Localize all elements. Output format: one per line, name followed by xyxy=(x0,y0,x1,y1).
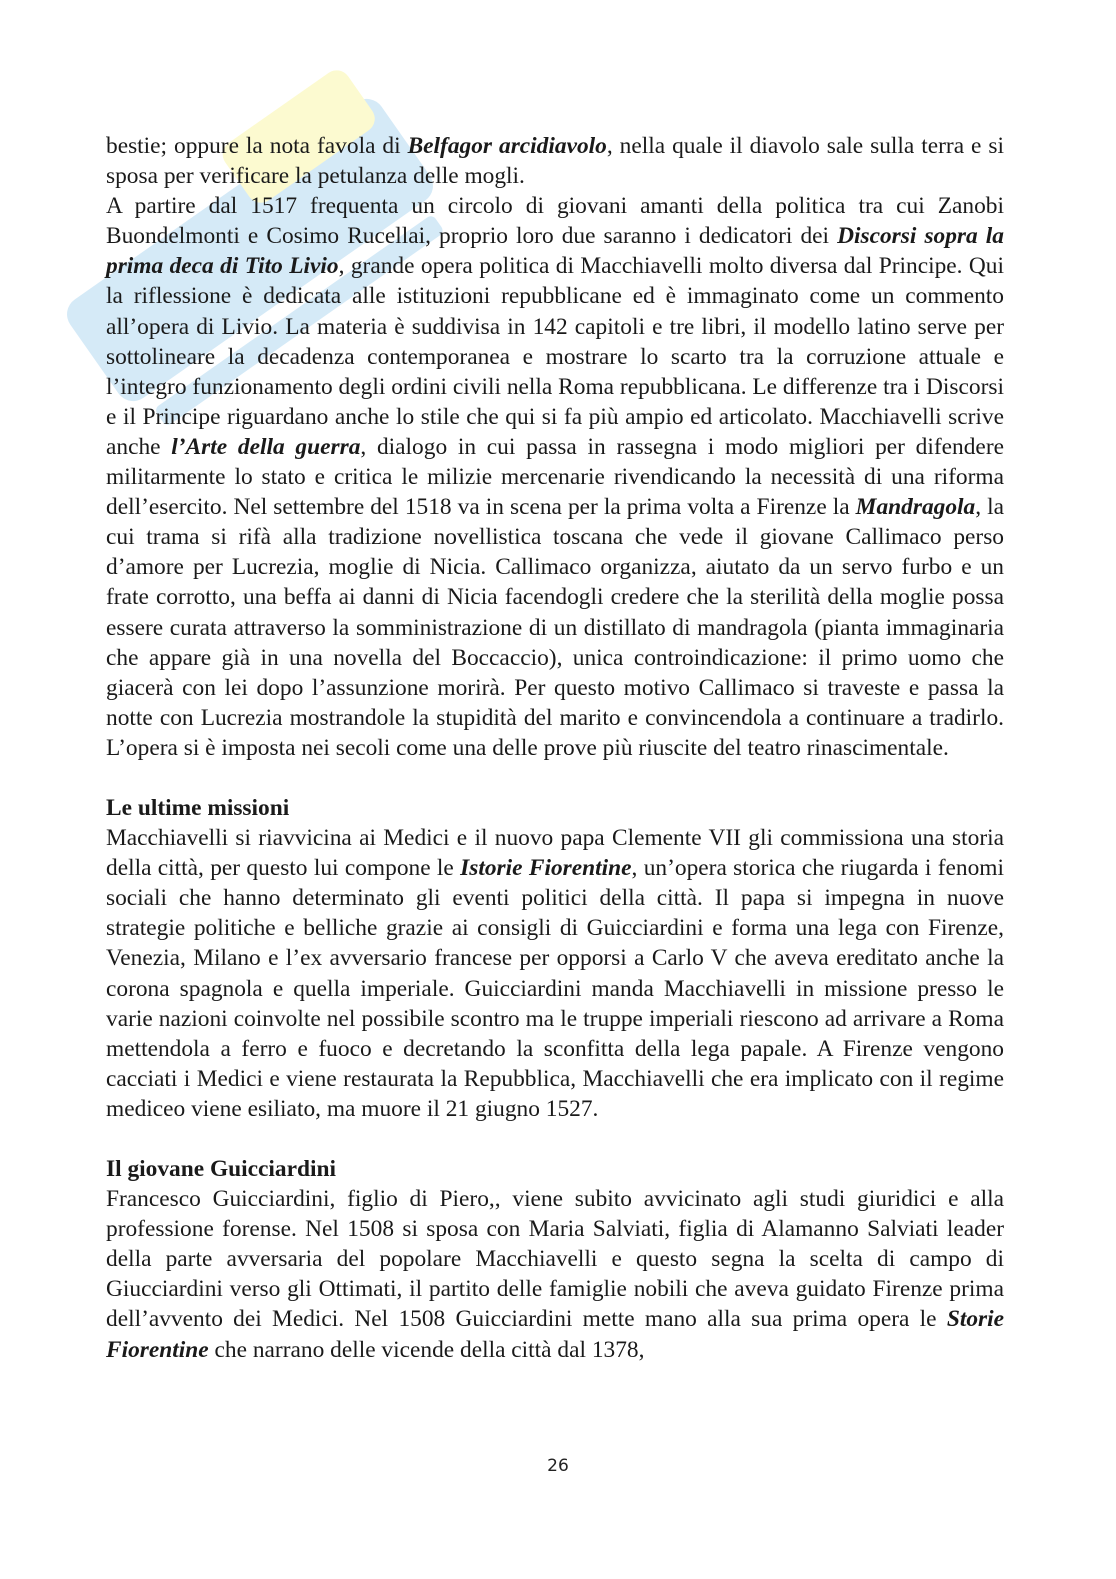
work-title: Storie Fiorentine xyxy=(106,1306,1004,1363)
paragraph-guicciardini: Francesco Guicciardini, figlio di Piero,, viene subito avvicinato agli studi giuridici e alla professione forense. Nel 1508 si sposa con Maria Salviati, figlia di Alamanno Salviati leader della parte avversaria del popolare Macchiavelli e questo segna la scelta di campo di Giucciardini verso gli Ottimati, il partito delle famiglie nobili che aveva guidato Firenze prima dell’avvento dei Medici. Nel 1508 Guicciardini mette mano alla sua prima opera le Storie Fiorentine che narrano delle vicende della città dal 1378, xyxy=(106,1186,1004,1363)
work-title: Istorie Fiorentine xyxy=(460,855,632,882)
document-page xyxy=(106,131,1004,1365)
work-title: l’Arte della guerra xyxy=(171,433,361,460)
paragraph-discorsi: A partire dal 1517 frequenta un circolo di giovani amanti della politica tra cui Zanobi Buondelmonti e Cosimo Rucellai, proprio loro due saranno i dedicatori dei Discorsi sopra la prima deca di Tito Livio, grande opera politica di Macchiavelli molto diversa dal Principe. Qui la riflessione è dedicata alle istituzioni repubblicane ed è immaginato come un commento all’opera di Livio. La materia è suddivisa in 142 capitoli e tre libri, il modello latino serve per sottolineare la decadenza contemporanea e mostrare lo scarto tra la corruzione attuale e l’integro funzionamento degli ordini civili nella Roma repubblicana. Le differenze tra i Discorsi e il Principe riguardano anche lo stile che qui si fa più ampio ed articolato. Macchiavelli scrive anche l’Arte della guerra, dialogo in cui passa in rassegna i modo migliori per difendere militarmente lo stato e critica le milizie mercenarie rivendicando la necessità di una riforma dell’esercito. Nel settembre del 1518 va in scena per la prima volta a Firenze la Mandragola, la cui trama si rifà alla tradizione novellistica toscana che vede il giovane Callimaco perso d’amore per Lucrezia, moglie di Nicia. Callimaco organizza, aiutato da un servo furbo e un frate corrotto, una beffa ai danni di Nicia facendogli credere che la sterilità della moglie possa essere curata attraverso la somministrazione di un distillato di mandragola (pianta immaginaria che appare già in una novella del Boccaccio), unica controindicazione: il primo uomo che giacerà con lei dopo l’assunzione morirà. Per questo motivo Callimaco si traveste e passa la notte con Lucrezia mostrandole la stupidità del marito e convincendola a continuare a tradirlo. L’opera si è imposta nei secoli come una delle prove più riuscite del teatro rinascimentale. xyxy=(106,193,1004,761)
section-heading-guicciardini: Il giovane Guicciardini xyxy=(106,1156,337,1182)
work-title: Discorsi sopra la prima deca di Tito Livio xyxy=(106,223,1004,280)
page-number: 26 xyxy=(547,1456,569,1476)
paragraph-missioni: Macchiavelli si riavvicina ai Medici e il nuovo papa Clemente VII gli commissiona una storia della città, per questo lui compone le Istorie Fiorentine, un’opera storica che riugarda i fenomi sociali che hanno determinato gli eventi politici della città. Il papa si impegna in nuove strategie politiche e belliche grazie ai consigli di Guicciardini e forma una lega con Firenze, Venezia, Milano e l’ex avversario francese per opporsi a Carlo V che aveva ereditato anche la corona spagnola e quella imperiale. Guicciardini manda Macchiavelli in missione presso le varie nazioni coinvolte nel possibile scontro ma le truppe imperiali riescono ad arrivare a Roma mettendola a ferro e fuoco e decretando la sconfitta della lega papale. A Firenze vengono cacciati i Medici e viene restaurata la Repubblica, Macchiavelli che era implicato con il regime mediceo viene esiliato, ma muore il 21 giugno 1527. xyxy=(106,825,1004,1122)
section-heading-missioni: Le ultime missioni xyxy=(106,794,290,821)
work-title: Mandragola xyxy=(855,494,976,521)
work-title: Belfagor arcidiavolo xyxy=(407,133,607,159)
paragraph-continuation: bestie; oppure la nota favola di Belfagor arcidiavolo, nella quale il diavolo sale sulla terra e si sposa per verificare la petulanza delle mogli. xyxy=(106,133,1004,190)
